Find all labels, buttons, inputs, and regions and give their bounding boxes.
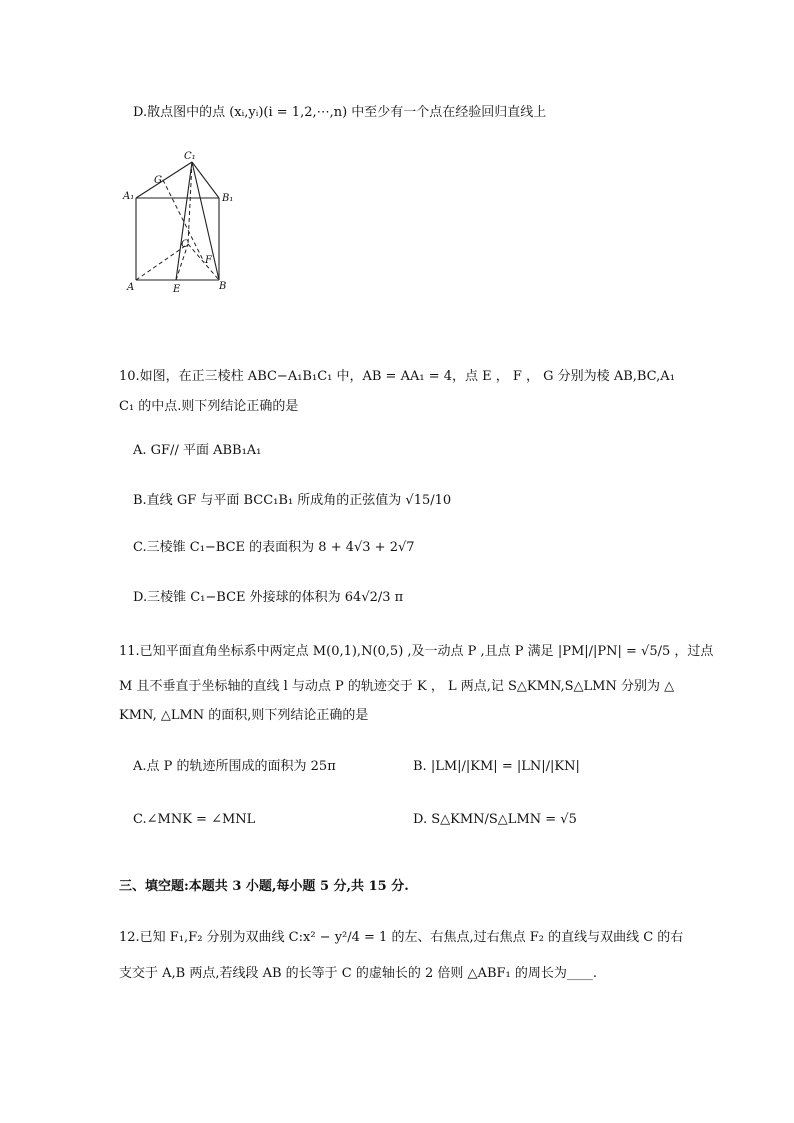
q10-option-c: C.三棱锥 C₁−BCE 的表面积为 8 + 4√3 + 2√7 — [133, 540, 415, 555]
q11-option-d: D. S△KMN/S△LMN = √5 — [413, 812, 577, 827]
label-b: B — [219, 281, 227, 292]
label-f: F — [205, 255, 212, 266]
prism-figure — [118, 146, 258, 296]
q11-stem-line1: 11.已知平面直角坐标系中两定点 M(0,1),N(0,5) ,及一动点 P ,且点 P 满足 |PM|/|PN| = √5/5 ，过点 — [119, 644, 714, 659]
q10-stem-line1: 10.如图，在正三棱柱 ABC−A₁B₁C₁ 中，AB = AA₁ = 4，点 E ， F ， G 分别为棱 AB,BC,A₁ — [119, 369, 675, 384]
edge-a1c1 — [136, 162, 192, 198]
label-b1: B₁ — [222, 193, 234, 204]
label-e: E — [173, 284, 181, 295]
q11-option-c: C.∠MNK = ∠MNL — [133, 812, 256, 827]
prism-diagram — [118, 146, 258, 296]
section3-header: 三、填空题:本题共 3 小题,每小题 5 分,共 15 分. — [119, 879, 409, 894]
q10-stem-line2: C₁ 的中点.则下列结论正确的是 — [119, 399, 299, 414]
label-a1: A₁ — [123, 191, 135, 202]
label-g: G — [154, 175, 162, 186]
q10-option-b: B.直线 GF 与平面 BCC₁B₁ 所成角的正弦值为 √15/10 — [133, 493, 452, 508]
q10-option-d: D.三棱锥 C₁−BCE 外接球的体积为 64√2/3 π — [133, 590, 404, 605]
q11-stem-line3: KMN, △LMN 的面积,则下列结论正确的是 — [119, 708, 369, 723]
q11-option-a: A.点 P 的轨迹所围成的面积为 25π — [133, 759, 336, 774]
q10-option-a: A. GF// 平面 ABB₁A₁ — [133, 443, 262, 458]
label-c1: C₁ — [184, 151, 196, 162]
q11-stem-line2: M 且不垂直于坐标轴的直线 l 与动点 P 的轨迹交于 K ， L 两点,记 S△KMN,S△LMN 分别为 △ — [119, 679, 675, 694]
q12-stem-line1: 12.已知 F₁,F₂ 分别为双曲线 C:x² − y²/4 = 1 的左、右焦点,过右焦点 F₂ 的直线与双曲线 C 的右 — [119, 930, 684, 945]
q12-stem-line2: 支交于 A,B 两点,若线段 AB 的长等于 C 的虚轴长的 2 倍则 △ABF₁ 的周长为____. — [119, 966, 597, 981]
label-a: A — [127, 282, 135, 293]
q11-option-b: B. |LM|/|KM| = |LN|/|KN| — [413, 759, 580, 774]
label-c: C — [181, 239, 189, 250]
q9-option-d: D.散点图中的点 (xᵢ,yᵢ)(i = 1,2,⋯,n) 中至少有一个点在经验回归直线上 — [133, 105, 547, 120]
